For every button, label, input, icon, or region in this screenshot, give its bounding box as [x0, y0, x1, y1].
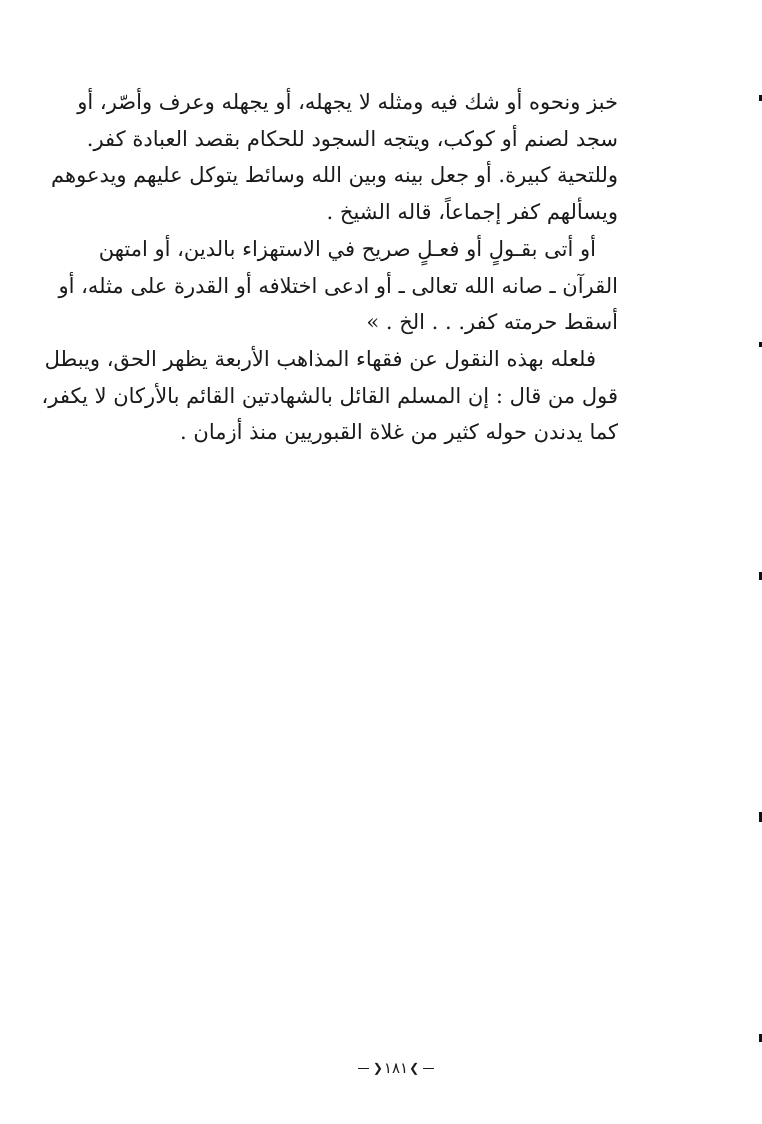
paragraph-line: فلعله بهذه النقول عن فقهاء المذاهب الأربعة يظهر الحق، ويبطل — [44, 347, 596, 371]
ornament-icon: ❮ — [372, 1061, 383, 1075]
paragraph-2 — [58, 231, 618, 341]
page-number — [355, 1055, 437, 1081]
paragraph-3 — [41, 341, 618, 451]
page-number-rule — [358, 1068, 369, 1069]
paragraph-line: ويسألهم كفر إجماعاً، قاله الشيخ . — [326, 199, 618, 224]
ornament-icon: ❯ — [409, 1061, 420, 1075]
paragraph-line: أو أتى بقـولٍ أو فعـلٍ صريح في الاستهزاء بالدين، أو امتهن — [98, 237, 596, 261]
page-number-rule — [423, 1068, 434, 1069]
paragraph-line: القرآن ـ صانه الله تعالى ـ أو ادعى اختلافه أو القدرة على مثله، أو — [58, 273, 618, 298]
paragraph-line: خبز ونحوه أو شك فيه ومثله لا يجهله، أو يجهله وعرف وأصّر، أو — [77, 90, 618, 114]
paragraph-1 — [51, 84, 618, 230]
paragraph-line: أسقط حرمته كفر. . . الخ . » — [366, 310, 618, 335]
paragraph-line: سجد لصنم أو كوكب، ويتجه السجود للحكام بقصد العبادة كفر. — [86, 126, 618, 151]
paragraph-line: وللتحية كبيرة. أو جعل بينه وبين الله وسائط يتوكل عليهم ويدعوهم — [51, 163, 618, 188]
paragraph-line: قول من قال : إن المسلم القائل بالشهادتين القائم بالأركان لا يكفر، — [41, 383, 618, 408]
paragraph-line: كما يدندن حوله كثير من غلاة القبوريين منذ أزمان . — [180, 420, 618, 445]
page-number-value: ١٨١ — [383, 1059, 409, 1077]
